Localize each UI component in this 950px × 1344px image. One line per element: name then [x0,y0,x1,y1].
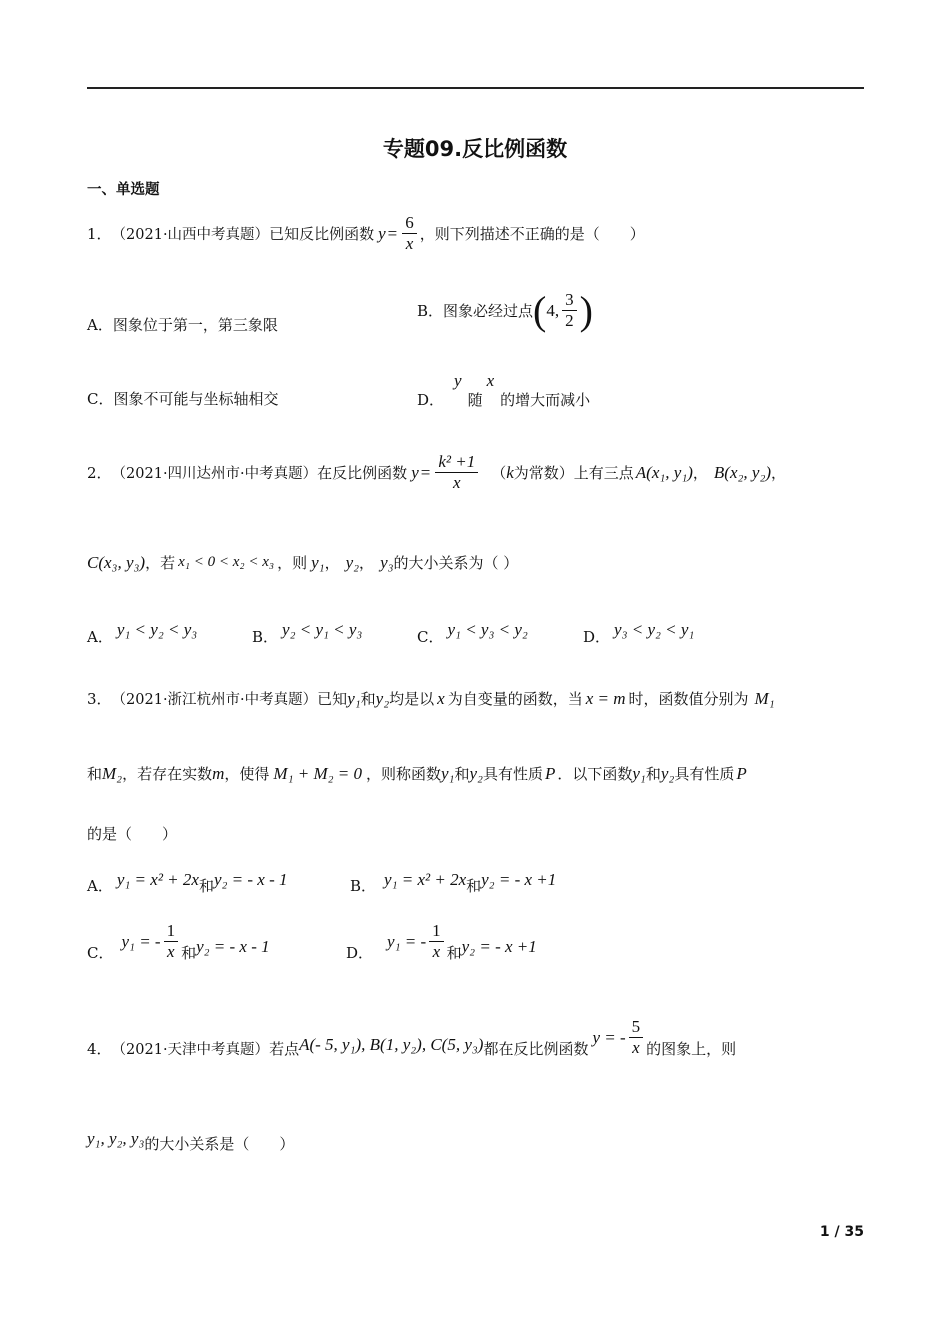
question-text: 和 [360,690,376,708]
fraction-numerator: k² +1 [435,452,478,473]
math-expr: x = m [585,688,626,708]
math-expr: y₁, y₂, y₃ [87,1128,145,1148]
math-var: x [486,371,495,390]
question-text: 和 [87,765,103,783]
option-b[interactable] [350,863,556,896]
separator: ， [771,464,787,482]
question-3-stem [87,688,775,709]
question-4-stem-cont [87,1123,294,1154]
question-2-stem-cont [87,552,518,573]
question-text: 和 [454,765,470,783]
question-text: 已知 [317,690,348,708]
fraction-denominator: 2 [565,311,574,330]
option-text: C．图象不可能与坐标轴相交 [87,390,279,408]
question-4-stem [87,1016,736,1059]
math-var: y₃ [380,552,394,572]
math-fraction [562,290,577,331]
question-text: 已知反比例函数 [269,225,375,243]
math-expr: y₁ = x² + 2x [116,869,199,889]
math-var: m [212,763,225,783]
math-point: B(x₂, y₂) [713,462,772,482]
math-var: y₂ [660,763,675,783]
section-heading: 一、单选题 [87,182,160,198]
question-text: 具有性质 [482,765,543,783]
fraction-numerator: 5 [629,1017,644,1038]
option-label: C． [417,628,444,646]
math-fraction [429,921,444,962]
option-text: A．图象位于第一，第三象限 [87,316,278,334]
question-text: 为自变量的函数，当 [447,690,583,708]
fraction-numerator: 1 [164,921,179,942]
math-expr: y₂ = - x - 1 [213,869,288,889]
option-label: D． [417,391,445,409]
question-number: 1． [87,225,112,243]
question-text: 的大小关系为（ ） [393,554,519,572]
header-rule [87,87,864,89]
option-label: D． [583,628,611,646]
math-var: y [378,223,386,243]
math-var: P [736,763,747,783]
math-var: k [506,462,514,482]
question-text: ，使得 [224,765,270,783]
question-source: （2021·四川达州市·中考真题） [111,466,318,482]
question-text: ，若存在实数 [122,765,213,783]
option-label: B． [252,628,279,646]
option-text: 和 [181,944,197,962]
fraction-denominator: x [167,942,175,961]
question-source: （2021·浙江杭州市·中考真题） [111,692,318,708]
option-text: 随 [467,391,483,409]
math-expr: y₁ = x² + 2x [384,869,467,889]
option-c[interactable] [87,920,270,963]
paren-close: ) [579,287,593,333]
question-text: 的是（ ） [87,825,178,843]
separator: ， [359,554,375,572]
fraction-numerator: 6 [402,213,417,234]
math-expr: y₃ < y₂ < y₁ [614,619,695,639]
question-1-stem [87,213,645,254]
math-expr: y = - [592,1027,626,1047]
option-text: 和 [198,877,214,895]
option-a[interactable] [87,612,197,647]
option-d[interactable] [583,612,694,647]
math-value: 4, [546,300,560,320]
math-var: P [544,763,556,783]
math-var: y [411,462,419,482]
option-label: D． [346,944,374,962]
math-expr: y₁ = - [387,931,427,951]
option-b[interactable] [252,612,362,647]
question-text: ，则下列描述不正确的是（ ） [419,225,645,243]
question-text: （ [491,464,507,482]
question-text: ，则 [277,554,308,572]
question-text: 若点 [269,1040,300,1058]
question-text: ．以下函数 [557,765,633,783]
page-title: 专题09.反比例函数 [382,137,568,161]
math-expr: y₂ = - x +1 [481,869,557,889]
question-number: 4． [87,1040,112,1058]
question-text: 为常数）上有三点 [513,464,634,482]
question-3-stem-end [87,823,177,844]
question-text: 均是以 [389,690,435,708]
math-expr: M₁ + M₂ = 0 [273,763,362,783]
fraction-numerator: 3 [562,290,577,311]
math-var: M₁ [754,688,775,708]
math-var: y₂ [375,688,390,708]
fraction-denominator: x [405,234,414,253]
option-a[interactable] [87,314,278,335]
option-d[interactable] [346,920,537,963]
math-expr: y₁ < y₂ < y₃ [116,619,198,639]
question-number: 3． [87,690,112,708]
question-text: 具有性质 [674,765,735,783]
math-expr: y₂ < y₁ < y₃ [282,619,363,639]
option-text: B．图象必经过点 [417,302,534,320]
math-var: y₁ [311,552,325,572]
math-point: C(x₃, y₃) [87,552,146,572]
math-expr: y₁ = - [121,931,161,951]
option-label: C． [87,944,114,962]
math-var: y₁ [441,763,455,783]
math-var: y₂ [469,763,483,783]
option-text: 和 [466,877,482,895]
question-text: 的图象上，则 [646,1040,737,1058]
option-label: A． [87,877,113,895]
question-text: 和 [645,765,661,783]
math-var: y [454,371,462,390]
math-var: M₂ [102,763,123,783]
math-var: y₁ [347,688,361,708]
math-fraction [164,921,179,962]
math-expr: y₂ = - x - 1 [196,936,270,956]
option-c[interactable] [87,388,278,409]
question-source: （2021·天津中考真题） [111,1042,270,1058]
math-fraction [629,1017,644,1058]
fraction-denominator: x [452,473,461,492]
math-inequality: x₁ < 0 < x₂ < x₃ [178,554,275,570]
fraction-denominator: x [632,1038,640,1057]
separator: ， [324,554,340,572]
question-text: ，若 [145,554,176,572]
question-text: 的大小关系是（ ） [144,1135,295,1153]
math-eq: = [387,223,398,243]
question-text: ，则称函数 [366,765,442,783]
question-source: （2021·山西中考真题） [111,227,270,243]
option-c[interactable] [417,612,528,647]
option-d[interactable] [417,371,590,410]
option-text: 的增大而减小 [500,391,591,409]
math-expr: y₂ = - x +1 [461,936,537,956]
paren-open: ( [533,287,547,333]
math-expr: y₁ < y₃ < y₂ [447,619,528,639]
option-label: B． [350,877,377,895]
fraction-denominator: x [432,942,441,961]
option-label: A． [87,628,113,646]
page-number: 1 / 35 [819,1224,864,1240]
option-a[interactable] [87,863,288,896]
math-eq: = [420,462,431,482]
math-var: y₁ [632,763,646,783]
math-fraction [402,213,417,254]
question-3-stem-cont [87,763,747,784]
question-2-stem [87,452,786,493]
separator: ， [692,464,708,482]
option-text: 和 [446,944,462,962]
math-var: x [437,688,445,708]
fraction-numerator: 1 [429,921,444,942]
math-point: A(x₁, y₁) [635,462,693,482]
math-var: y₂ [345,552,360,572]
question-text: 都在反比例函数 [483,1040,589,1058]
question-text: 时，函数值分别为 [628,690,749,708]
math-fraction [435,452,478,493]
option-b[interactable] [417,287,593,333]
math-points: A(- 5, y₁), B(1, y₂), C(5, y₃) [299,1034,484,1054]
question-text: 在反比例函数 [317,464,408,482]
question-number: 2． [87,464,112,482]
